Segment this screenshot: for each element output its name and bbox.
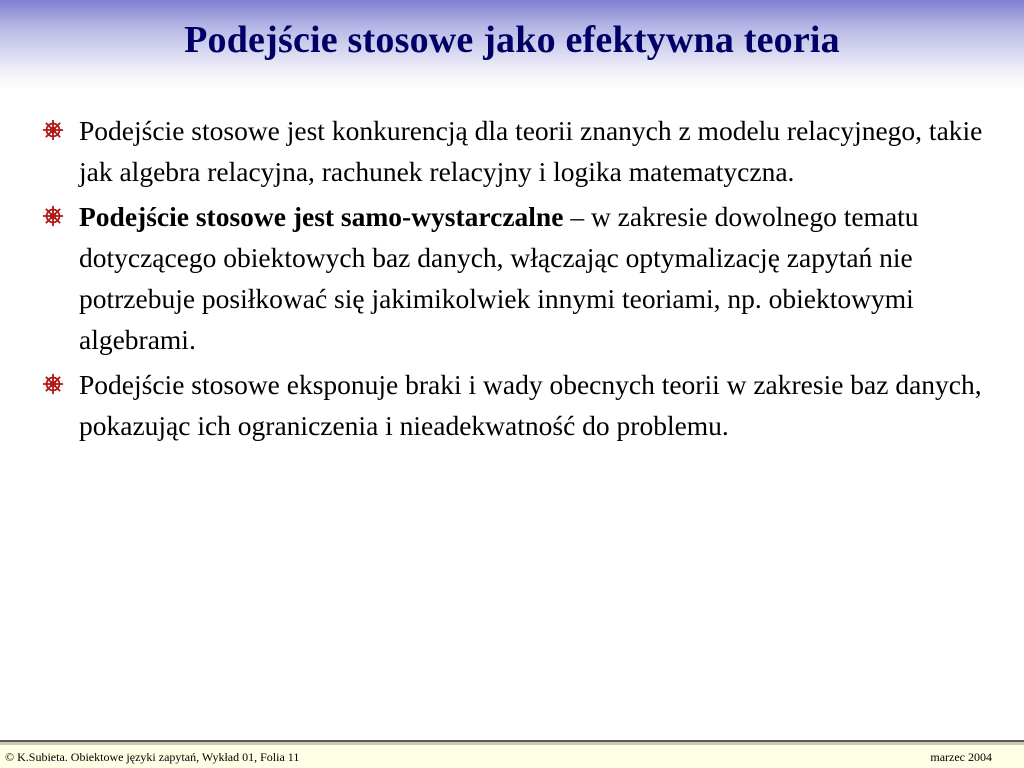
bullet-text: Podejście stosowe eksponuje braki i wady obecnych teorii w zakresie baz danych, pokazując ich ograniczenia i nieadekwatność do problemu. [79,369,982,441]
ship-wheel-icon [42,373,64,395]
slide-title: Podejście stosowe jako efektywna teoria [184,19,840,61]
bullet-bold-text: Podejście stosowe jest samo-wystarczalne [79,201,564,232]
bullet-item-1 [42,110,1007,192]
footer-date: marzec 2004 [930,750,992,764]
bullet-item-2 [42,196,1007,360]
footer [0,745,1024,768]
bullet-text: Podejście stosowe jest konkurencją dla teorii znanych z modelu relacyjnego, takie jak algebra relacyjna, rachunek relacyjny i logika matematyczna. [79,115,983,187]
ship-wheel-icon [42,205,64,227]
bullet-text: – w zakresie dowolnego tematu dotyczącego obiektowych baz danych, włączając optymalizację zapytań nie potrzebuje posiłkować się jakimikolwiek innymi teoriami, np. obiektowymi algebrami. [79,201,919,355]
footer-copyright: © K.Subieta. Obiektowe języki zapytań, Wykład 01, Folia 11 [5,750,300,764]
bullet-item-3 [42,364,1007,446]
bullet-list [42,110,1007,450]
ship-wheel-icon [42,119,64,141]
